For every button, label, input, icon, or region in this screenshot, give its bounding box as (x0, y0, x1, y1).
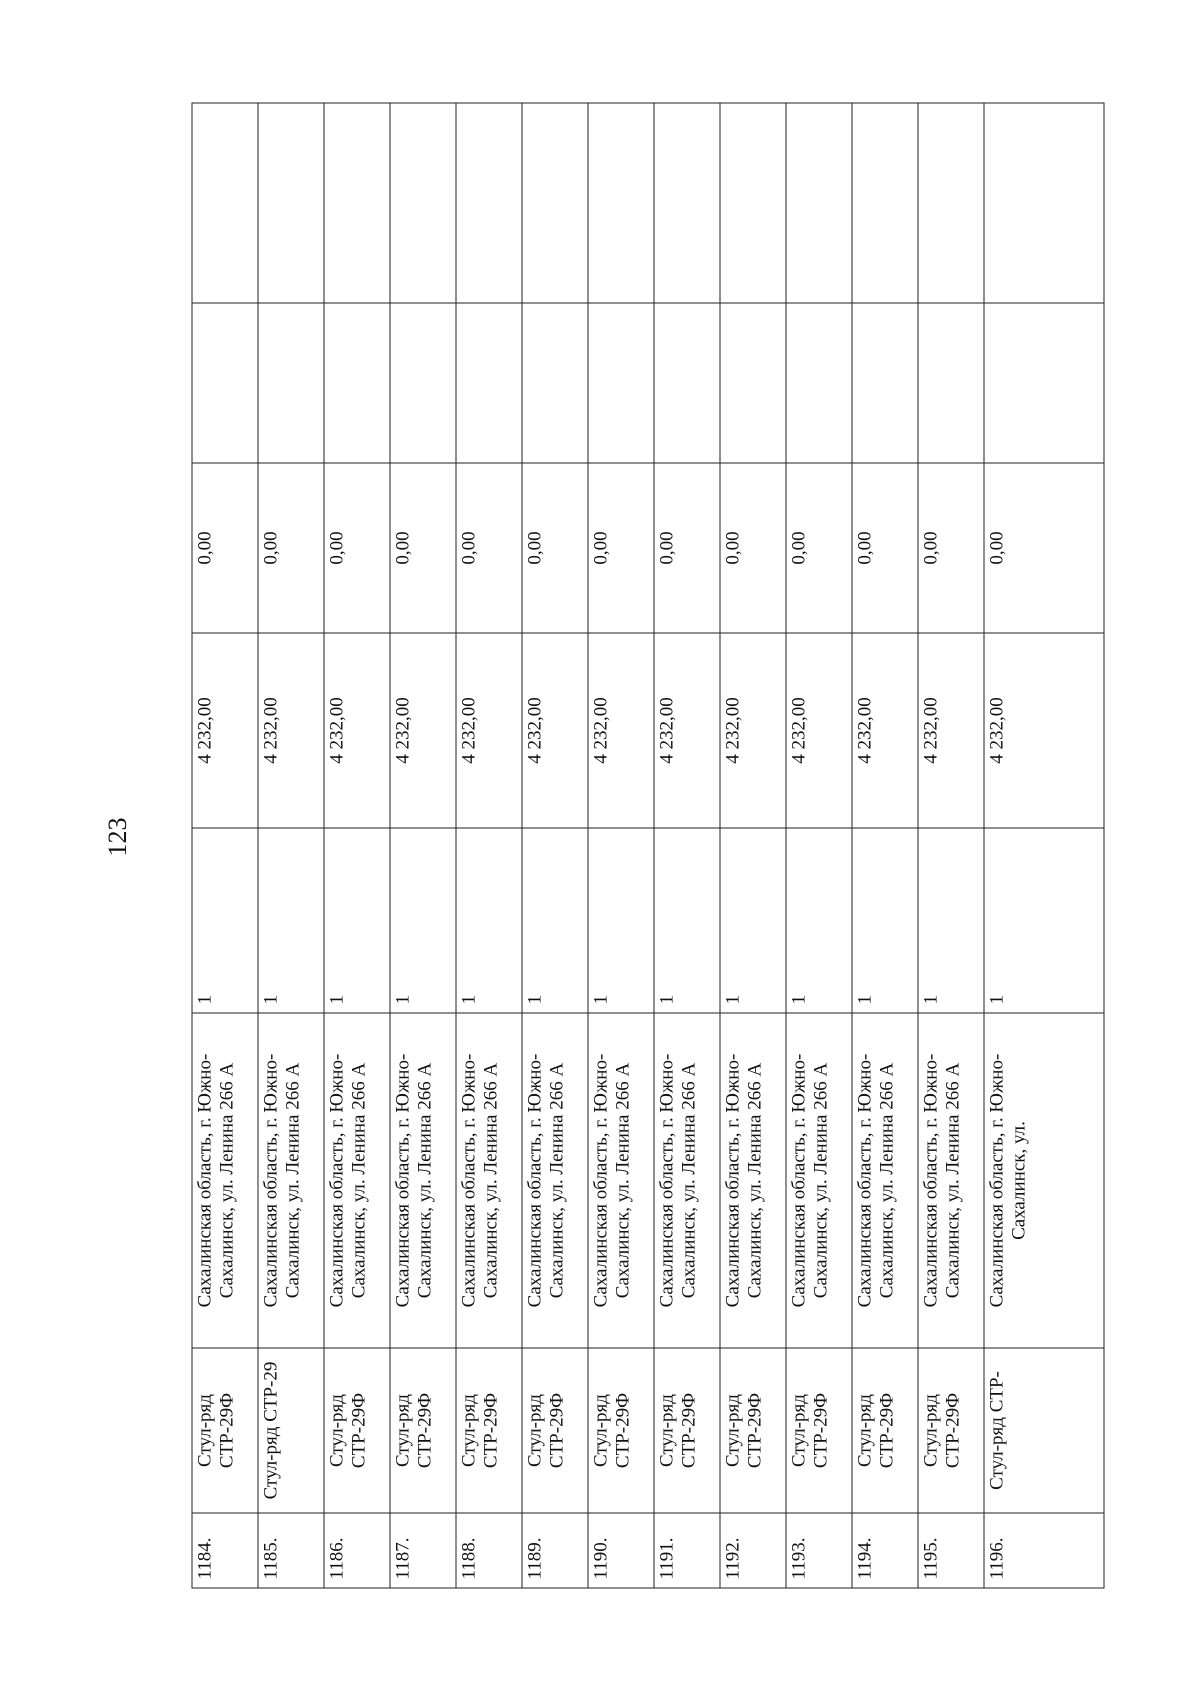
row-number-cell: 1189. (522, 1513, 588, 1588)
empty-cell (786, 303, 852, 463)
address-cell: Сахалинская область, г. Южно-Сахалинск, ул. Ленина 266 А (192, 1013, 258, 1348)
address-cell: Сахалинская область, г. Южно-Сахалинск, ул. (984, 1013, 1104, 1348)
empty-cell (984, 303, 1104, 463)
empty-cell (852, 303, 918, 463)
item-name-cell: Стул-ряд СТР-29Ф (654, 1348, 720, 1513)
address-cell: Сахалинская область, г. Южно-Сахалинск, ул. Ленина 266 А (918, 1013, 984, 1348)
row-number-cell: 1188. (456, 1513, 522, 1588)
table-row (984, 103, 1104, 1588)
quantity-cell: 1 (456, 828, 522, 1013)
quantity-cell: 1 (852, 828, 918, 1013)
empty-cell (390, 303, 456, 463)
address-cell: Сахалинская область, г. Южно-Сахалинск, ул. Ленина 266 А (588, 1013, 654, 1348)
price-cell: 4 232,00 (654, 633, 720, 828)
value-cell: 0,00 (786, 463, 852, 633)
item-name-cell: Стул-ряд СТР-29Ф (522, 1348, 588, 1513)
item-name-cell: Стул-ряд СТР- (984, 1348, 1104, 1513)
value-cell: 0,00 (720, 463, 786, 633)
address-cell: Сахалинская область, г. Южно-Сахалинск, ул. Ленина 266 А (522, 1013, 588, 1348)
empty-cell (324, 303, 390, 463)
quantity-cell: 1 (720, 828, 786, 1013)
price-cell: 4 232,00 (390, 633, 456, 828)
quantity-cell: 1 (588, 828, 654, 1013)
item-name-cell: Стул-ряд СТР-29Ф (192, 1348, 258, 1513)
quantity-cell: 1 (390, 828, 456, 1013)
price-cell: 4 232,00 (588, 633, 654, 828)
address-cell: Сахалинская область, г. Южно-Сахалинск, ул. Ленина 266 А (258, 1013, 324, 1348)
empty-cell (258, 303, 324, 463)
table-row (192, 103, 258, 1588)
row-number-cell: 1190. (588, 1513, 654, 1588)
value-cell: 0,00 (258, 463, 324, 633)
quantity-cell: 1 (522, 828, 588, 1013)
row-number-cell: 1193. (786, 1513, 852, 1588)
item-name-cell: Стул-ряд СТР-29Ф (456, 1348, 522, 1513)
price-cell: 4 232,00 (786, 633, 852, 828)
value-cell: 0,00 (324, 463, 390, 633)
address-cell: Сахалинская область, г. Южно-Сахалинск, ул. Ленина 266 А (852, 1013, 918, 1348)
price-cell: 4 232,00 (852, 633, 918, 828)
item-name-cell: Стул-ряд СТР-29Ф (918, 1348, 984, 1513)
empty-cell (588, 303, 654, 463)
row-number-cell: 1196. (984, 1513, 1104, 1588)
address-cell: Сахалинская область, г. Южно-Сахалинск, ул. Ленина 266 А (390, 1013, 456, 1348)
value-cell: 0,00 (390, 463, 456, 633)
page-number: 123 (103, 817, 132, 857)
empty-cell (258, 103, 324, 303)
empty-cell (456, 303, 522, 463)
empty-cell (192, 303, 258, 463)
address-cell: Сахалинская область, г. Южно-Сахалинск, ул. Ленина 266 А (786, 1013, 852, 1348)
row-number-cell: 1184. (192, 1513, 258, 1588)
price-cell: 4 232,00 (456, 633, 522, 828)
row-number-cell: 1192. (720, 1513, 786, 1588)
empty-cell (984, 103, 1104, 303)
item-name-cell: Стул-ряд СТР-29Ф (720, 1348, 786, 1513)
table-row (456, 103, 522, 1588)
value-cell: 0,00 (192, 463, 258, 633)
item-name-cell: Стул-ряд СТР-29Ф (588, 1348, 654, 1513)
empty-cell (324, 103, 390, 303)
price-cell: 4 232,00 (192, 633, 258, 828)
table-row (918, 103, 984, 1588)
table-row (654, 103, 720, 1588)
table-row (852, 103, 918, 1588)
table-body (192, 103, 1104, 1588)
row-number-cell: 1191. (654, 1513, 720, 1588)
row-number-cell: 1187. (390, 1513, 456, 1588)
rotated-table-container (192, 103, 1104, 1588)
price-cell: 4 232,00 (918, 633, 984, 828)
inventory-table (192, 102, 1105, 1588)
quantity-cell: 1 (258, 828, 324, 1013)
table-row (258, 103, 324, 1588)
empty-cell (390, 103, 456, 303)
item-name-cell: Стул-ряд СТР-29Ф (324, 1348, 390, 1513)
quantity-cell: 1 (192, 828, 258, 1013)
empty-cell (654, 303, 720, 463)
address-cell: Сахалинская область, г. Южно-Сахалинск, ул. Ленина 266 А (456, 1013, 522, 1348)
value-cell: 0,00 (918, 463, 984, 633)
item-name-cell: Стул-ряд СТР-29Ф (786, 1348, 852, 1513)
address-cell: Сахалинская область, г. Южно-Сахалинск, ул. Ленина 266 А (720, 1013, 786, 1348)
table-row (390, 103, 456, 1588)
empty-cell (654, 103, 720, 303)
empty-cell (588, 103, 654, 303)
item-name-cell: Стул-ряд СТР-29Ф (390, 1348, 456, 1513)
value-cell: 0,00 (588, 463, 654, 633)
row-number-cell: 1195. (918, 1513, 984, 1588)
empty-cell (522, 103, 588, 303)
price-cell: 4 232,00 (984, 633, 1104, 828)
quantity-cell: 1 (918, 828, 984, 1013)
row-number-cell: 1194. (852, 1513, 918, 1588)
price-cell: 4 232,00 (522, 633, 588, 828)
price-cell: 4 232,00 (258, 633, 324, 828)
row-number-cell: 1185. (258, 1513, 324, 1588)
table-row (588, 103, 654, 1588)
value-cell: 0,00 (852, 463, 918, 633)
empty-cell (720, 103, 786, 303)
row-number-cell: 1186. (324, 1513, 390, 1588)
price-cell: 4 232,00 (720, 633, 786, 828)
quantity-cell: 1 (984, 828, 1104, 1013)
table-row (522, 103, 588, 1588)
price-cell: 4 232,00 (324, 633, 390, 828)
value-cell: 0,00 (522, 463, 588, 633)
item-name-cell: Стул-ряд СТР-29Ф (852, 1348, 918, 1513)
empty-cell (918, 303, 984, 463)
empty-cell (852, 103, 918, 303)
item-name-cell: Стул-ряд СТР-29 (258, 1348, 324, 1513)
empty-cell (918, 103, 984, 303)
empty-cell (192, 103, 258, 303)
empty-cell (522, 303, 588, 463)
value-cell: 0,00 (984, 463, 1104, 633)
quantity-cell: 1 (786, 828, 852, 1013)
value-cell: 0,00 (654, 463, 720, 633)
address-cell: Сахалинская область, г. Южно-Сахалинск, ул. Ленина 266 А (324, 1013, 390, 1348)
quantity-cell: 1 (654, 828, 720, 1013)
table-row (324, 103, 390, 1588)
empty-cell (456, 103, 522, 303)
table-row (720, 103, 786, 1588)
empty-cell (786, 103, 852, 303)
value-cell: 0,00 (456, 463, 522, 633)
quantity-cell: 1 (324, 828, 390, 1013)
address-cell: Сахалинская область, г. Южно-Сахалинск, ул. Ленина 266 А (654, 1013, 720, 1348)
empty-cell (720, 303, 786, 463)
table-row (786, 103, 852, 1588)
